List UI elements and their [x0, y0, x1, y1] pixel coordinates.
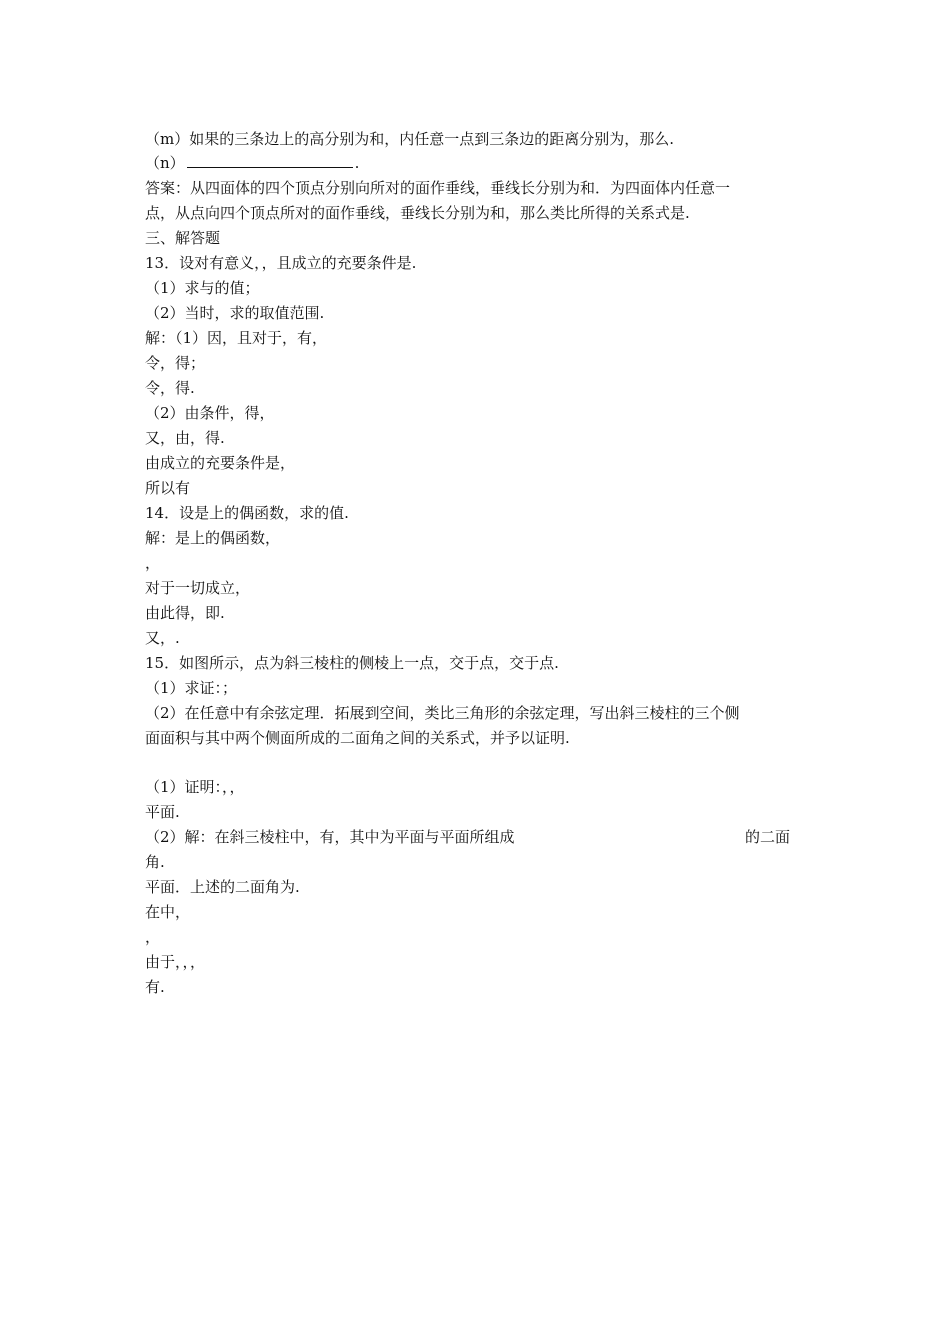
text-line: 令，得. — [145, 379, 195, 397]
text-line: （2）由条件，得， — [145, 404, 275, 422]
text-fragment: （n） — [145, 154, 185, 172]
text-line: 点，从点向四个顶点所对的面作垂线，垂线长分别为和，那么类比所得的关系式是. — [145, 204, 690, 222]
question-14: 14．设是上的偶函数，求的值. — [145, 504, 349, 522]
text-line: 解：（1）因，且对于，有， — [145, 329, 328, 347]
text-line: （1）求证：； — [145, 679, 238, 697]
text-line: （1）求与的值； — [145, 279, 260, 297]
text-line-with-blank — [145, 151, 359, 175]
text-line: 答案：从四面体的四个顶点分别向所对的面作垂线，垂线长分别为和．为四面体内任意一 — [145, 179, 731, 197]
text-line: 解：是上的偶函数， — [145, 529, 281, 547]
text-line: 对于一切成立， — [145, 579, 251, 597]
answer-blank — [187, 153, 353, 168]
text-line: 平面．上述的二面角为. — [145, 878, 300, 896]
text-line: 由成立的充要条件是， — [145, 454, 296, 472]
text-line: （2）在任意中有余弦定理．拓展到空间，类比三角形的余弦定理，写出斜三棱柱的三个侧 — [145, 704, 740, 722]
text-line: 令，得； — [145, 354, 206, 372]
text-line: （2）当时，求的取值范围. — [145, 304, 325, 322]
text-line: 有. — [145, 978, 165, 996]
question-13: 13．设对有意义，，且成立的充要条件是. — [145, 254, 417, 272]
text-line: 所以有 — [145, 479, 191, 497]
text-line: 由于，，， — [145, 953, 206, 971]
text-line: 在中， — [145, 903, 191, 921]
text-line: 又，由，得. — [145, 429, 225, 447]
text-line: （m）如果的三条边上的高分别为和，内任意一点到三条边的距离分别为，那么. — [145, 130, 674, 148]
text-line: 平面. — [145, 803, 180, 821]
text-line: ， — [145, 554, 161, 572]
text-line: 面面积与其中两个侧面所成的二面角之间的关系式，并予以证明. — [145, 729, 570, 747]
text-line: （2）解：在斜三棱柱中，有，其中为平面与平面所组成 — [145, 828, 515, 846]
question-15: 15．如图所示，点为斜三棱柱的侧棱上一点，交于点，交于点. — [145, 654, 559, 672]
text-line: （1）证明：，， — [145, 778, 245, 796]
text-fragment-right: 的二面 — [745, 828, 791, 846]
section-heading: 三、解答题 — [145, 229, 221, 247]
text-line: 又，. — [145, 629, 180, 647]
text-line: 由此得，即. — [145, 604, 225, 622]
text-line: ， — [145, 928, 161, 946]
text-line: 角. — [145, 853, 165, 871]
text-fragment: . — [354, 154, 360, 172]
